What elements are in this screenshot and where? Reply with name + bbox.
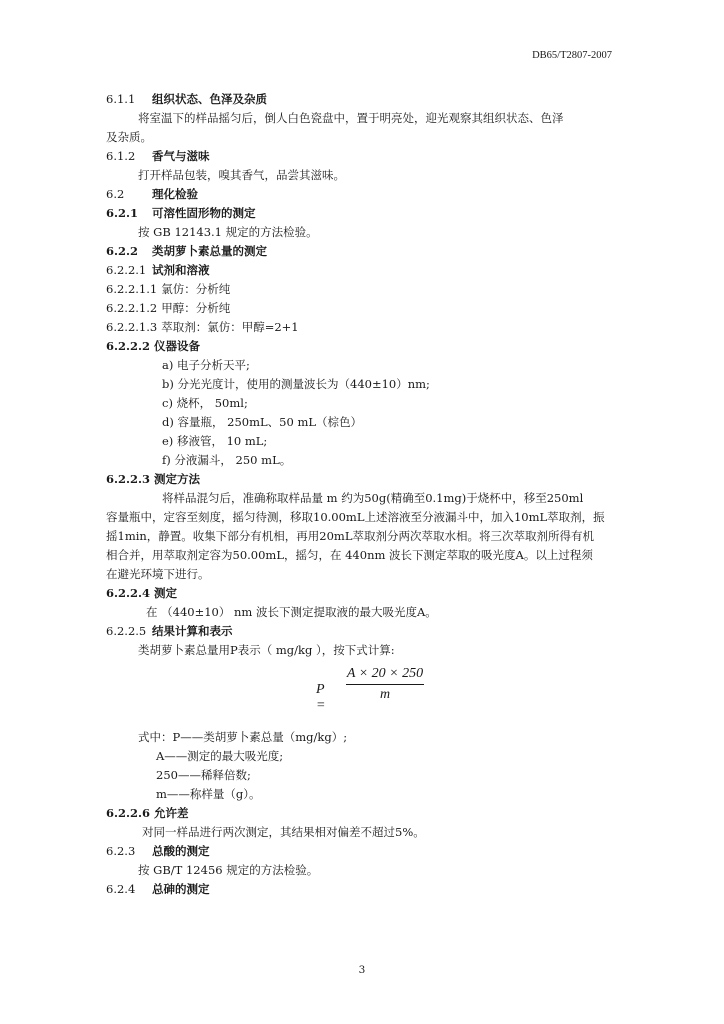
section-heading: [106, 880, 618, 899]
section-number: 6.2.2.1.2: [106, 301, 158, 315]
text-content: 将样品混匀后，准确称取样品量 m 约为50g(精确至0.1mg)于烧杯中，移至250ml: [162, 491, 584, 505]
text-line: [106, 527, 618, 546]
section-title: 理化检验: [152, 187, 198, 201]
section-heading: [106, 804, 618, 823]
section-text-bottom: [106, 728, 618, 899]
text-content: 容量瓶中，定容至刻度，摇匀待测，移取10.00mL上述溶液至分液漏斗中，加入10mL萃取剂，振: [106, 510, 605, 524]
text-line: [106, 413, 618, 432]
section-title: 类胡萝卜素总量的测定: [152, 244, 267, 258]
section-text-top: [106, 90, 618, 660]
section-heading: [106, 185, 618, 204]
text-content: b) 分光光度计，使用的测量波长为（440±10）nm;: [162, 377, 430, 391]
section-title: 甲醇：分析纯: [161, 301, 231, 315]
section-number: 6.2.2.1.3: [106, 320, 158, 334]
text-content: 对同一样品进行两次测定，其结果相对偏差不超过5%。: [142, 825, 425, 839]
text-line: [106, 747, 618, 766]
text-line: [106, 823, 618, 842]
section-title: 总砷的测定: [152, 882, 210, 896]
section-heading: [106, 622, 618, 641]
section-number: 6.2.4: [106, 882, 136, 896]
text-line: [106, 766, 618, 785]
section-heading: [106, 280, 618, 299]
text-content: f) 分液漏斗， 250 mL。: [162, 453, 292, 467]
text-content: a) 电子分析天平;: [162, 358, 250, 372]
text-content: 打开样品包装，嗅其香气，品尝其滋味。: [138, 168, 345, 182]
text-content: 类胡萝卜素总量用P表示（ mg/kg ），按下式计算:: [138, 643, 395, 657]
section-number: 6.2.2.4: [106, 586, 151, 600]
text-content: 按 GB/T 12456 规定的方法检验。: [138, 863, 319, 877]
text-line: [106, 489, 618, 508]
text-line: [106, 109, 618, 128]
section-title: 可溶性固形物的测定: [152, 206, 256, 220]
section-number: 6.2.1: [106, 206, 139, 220]
section-title: 组织状态、色泽及杂质: [152, 92, 267, 106]
formula-lhs: P =: [316, 682, 326, 713]
text-line: [106, 603, 618, 622]
document-code: DB65/T2807-2007: [532, 50, 612, 61]
section-heading: [106, 337, 618, 356]
text-content: A——测定的最大吸光度;: [156, 749, 284, 763]
text-line: [106, 451, 618, 470]
text-line: [106, 394, 618, 413]
section-heading: [106, 147, 618, 166]
section-number: 6.2.3: [106, 844, 136, 858]
text-content: 及杂质。: [106, 130, 152, 144]
text-content: 式中：P——类胡萝卜素总量（mg/kg）;: [138, 730, 348, 744]
formula-block: [106, 660, 618, 728]
text-line: [106, 508, 618, 527]
section-heading: [106, 842, 618, 861]
section-heading: [106, 584, 618, 603]
text-line: [106, 565, 618, 584]
text-line: [106, 641, 618, 660]
text-content: 按 GB 12143.1 规定的方法检验。: [138, 225, 318, 239]
section-title: 允许差: [154, 806, 189, 820]
text-content: 在避光环境下进行。: [106, 567, 210, 581]
text-content: 在 （440±10） nm 波长下测定提取液的最大吸光度A。: [146, 605, 437, 619]
text-line: [106, 356, 618, 375]
section-number: 6.2.2.1.1: [106, 282, 158, 296]
text-line: [106, 375, 618, 394]
section-number: 6.2.2.3: [106, 472, 151, 486]
section-title: 总酸的测定: [152, 844, 210, 858]
section-heading: [106, 318, 618, 337]
section-number: 6.1.2: [106, 149, 136, 163]
text-content: 将室温下的样品摇匀后，倒人白色瓷盘中，置于明亮处，迎光观察其组织状态、色泽: [138, 111, 564, 125]
text-line: [106, 432, 618, 451]
section-title: 香气与滋味: [152, 149, 210, 163]
text-content: d) 容量瓶， 250mL、50 mL（棕色）: [162, 415, 362, 429]
text-content: e) 移液管， 10 mL;: [162, 434, 268, 448]
text-line: [106, 785, 618, 804]
text-content: m——称样量（g）。: [156, 787, 261, 801]
section-title: 测定方法: [154, 472, 201, 486]
section-heading: [106, 299, 618, 318]
section-title: 萃取剂：氯仿：甲醇=2+1: [161, 320, 299, 334]
section-number: 6.2.2: [106, 244, 139, 258]
formula-numerator: A × 20 × 250: [346, 666, 424, 685]
section-number: 6.2.2.2: [106, 339, 151, 353]
section-number: 6.2.2.6: [106, 806, 151, 820]
formula-denominator: m: [379, 687, 391, 702]
text-content: 250——稀释倍数;: [156, 768, 251, 782]
section-heading: [106, 204, 618, 223]
text-line: [106, 166, 618, 185]
section-title: 试剂和溶液: [152, 263, 210, 277]
text-content: 摇1min，静置。收集下部分有机相，再用20mL萃取剂分两次萃取水相。将三次萃取剂所得有机: [106, 529, 594, 543]
text-line: [106, 728, 618, 747]
section-title: 仪器设备: [154, 339, 201, 353]
section-heading: [106, 90, 618, 109]
section-title: 测定: [154, 586, 178, 600]
text-line: [106, 128, 618, 147]
section-heading: [106, 470, 618, 489]
section-number: 6.2.2.5: [106, 624, 147, 638]
section-number: 6.2.2.1: [106, 263, 147, 277]
section-heading: [106, 261, 618, 280]
formula-fraction: [346, 666, 424, 703]
text-content: 相合并，用萃取剂定容为50.00mL，摇匀，在 440nm 波长下测定萃取的吸光度A。以上过程须: [106, 548, 593, 562]
text-line: [106, 223, 618, 242]
section-title: 结果计算和表示: [152, 624, 233, 638]
section-number: 6.2: [106, 187, 125, 201]
text-content: c) 烧杯， 50ml;: [162, 396, 248, 410]
text-line: [106, 861, 618, 880]
page-body: [106, 90, 618, 899]
text-line: [106, 546, 618, 565]
page-number: 3: [358, 964, 366, 976]
section-title: 氯仿：分析纯: [161, 282, 231, 296]
section-heading: [106, 242, 618, 261]
section-number: 6.1.1: [106, 92, 136, 106]
